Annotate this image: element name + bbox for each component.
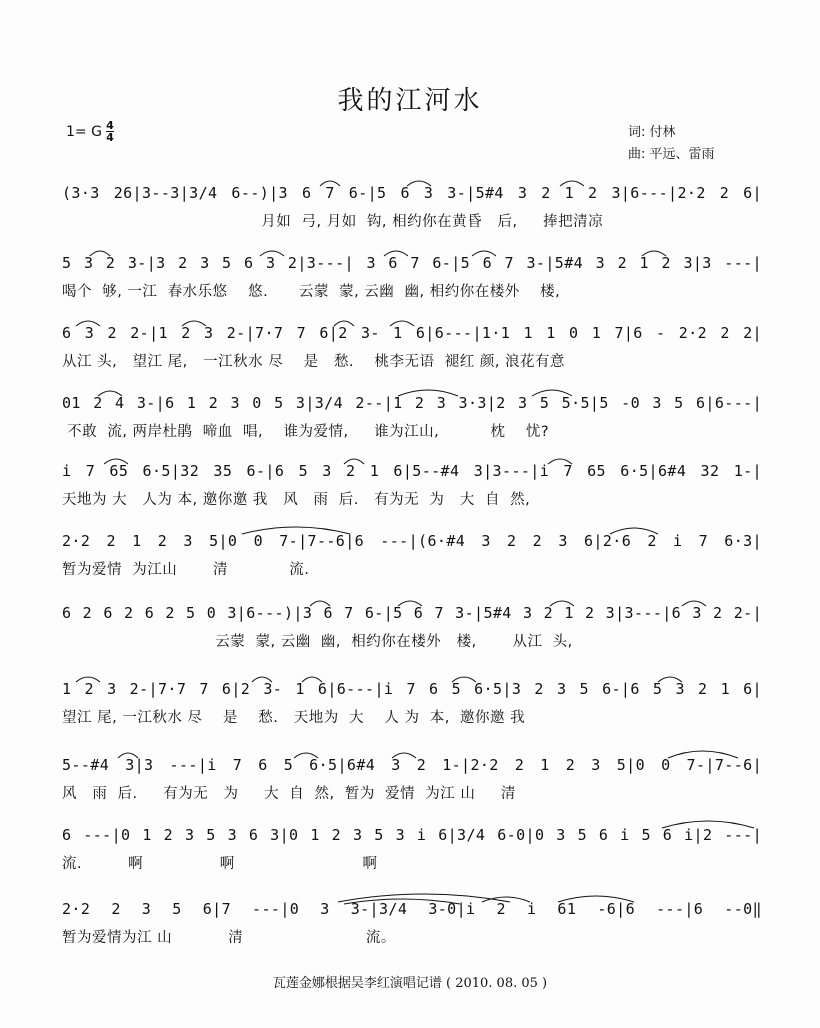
staff-row-8	[62, 680, 762, 728]
lyric-line: 望江 尾, 一江秋水 尽 是 愁. 天地为 大 人 为 本, 邀你邀 我	[62, 710, 526, 726]
notation-line: 6 ---|0 1 2 3 5 3 6 3|0 1 2 3 5 3 i 6|3/4 6-0|0 3 5 6 i 5 6 i|2 ---|	[62, 826, 762, 844]
key-signature	[66, 120, 114, 143]
time-signature	[106, 120, 114, 143]
notation-line: 5--#4 3|3 ---|i 7 6 5 6·5|6#4 3 2 1-|2·2 2 1 2 3 5|0 0 7-|7--6|	[62, 756, 762, 774]
notation-line: 2·2 2 3 5 6|7 ---|0 3 3-|3/4 3-0|i 2 i 61 -6|6 ---|6 --0‖	[62, 900, 762, 918]
lyric-line: 天地为 大 人为 本, 邀你邀 我 风 雨 后. 有为无 为 大 自 然,	[62, 492, 531, 508]
staff-row-11	[62, 900, 762, 948]
lyric-line: 风 雨 后. 有为无 为 大 自 然, 暂为 爱情 为江 山 清	[62, 786, 516, 802]
staff-row-4	[62, 394, 762, 442]
key-label: 1= G	[66, 123, 102, 140]
lyric-line: 月如 弓, 月如 钩, 相约你在黄昏 后, 捧把清凉	[62, 214, 604, 230]
staff-row-5	[62, 462, 762, 510]
lyric-line: 不敢 流, 两岸杜鹃 啼血 唱, 谁为爱情, 谁为江山, 枕 忧?	[62, 424, 550, 440]
notation-line: 1 2 3 2-|7·7 7 6|2 3- 1 6|6---|i 7 6 5 6·5|3 2 3 5 6-|6 5 3 2 1 6|	[62, 680, 762, 698]
staff-row-9	[62, 756, 762, 804]
staff-row-7	[62, 604, 762, 652]
notation-line: 5 3 2 3-|3 2 3 5 6 3 2|3---| 3 6 7 6-|5 6 7 3-|5#4 3 2 1 2 3|3 ---|	[62, 254, 762, 272]
staff-row-6	[62, 532, 762, 580]
notation-line: 6 3 2 2-|1 2 3 2-|7·7 7 6|2 3- 1 6|6---|1·1 1 1 0 1 7|6 - 2·2 2 2|	[62, 324, 762, 342]
notation-line: (3·3 26|3--3|3/4 6--)|3 6 7 6-|5 6 3 3-|5#4 3 2 1 2 3|6---|2·2 2 6|	[62, 184, 762, 202]
time-bottom: 4	[106, 131, 114, 144]
composer-credit: 曲: 平远、雷雨	[628, 147, 715, 162]
credits	[628, 122, 715, 166]
lyric-line: 云蒙 蒙, 云幽 幽, 相约你在楼外 楼, 从江 头,	[62, 634, 573, 650]
notation-line: 2·2 2 1 2 3 5|0 0 7-|7--6|6 ---|(6·#4 3 2 2 3 6|2·6 2 i 7 6·3|	[62, 532, 762, 550]
lyric-line: 流. 啊 啊 啊	[62, 856, 378, 872]
transcription-credit: 瓦莲金娜根据吴李红演唱记谱 ( 2010. 08. 05 )	[272, 976, 548, 991]
notation-line: 01 2 4 3-|6 1 2 3 0 5 3|3/4 2--|1 2 3 3·3|2 3 5 5·5|5 -0 3 5 6|6---|	[62, 394, 762, 412]
lyric-line: 暂为爱情 为江山 清 流.	[62, 562, 310, 578]
notation-line: 6 2 6 2 6 2 5 0 3|6---)|3 6 7 6-|5 6 7 3-|5#4 3 2 1 2 3|3---|6 3 2 2-|	[62, 604, 762, 622]
lyric-line: 暂为爱情为江 山 清 流。	[62, 930, 396, 946]
time-top: 4	[106, 119, 114, 132]
lyricist-credit: 词: 付林	[628, 125, 676, 140]
staff-row-2	[62, 254, 762, 302]
staff-row-10	[62, 826, 762, 874]
lyric-line: 从江 头, 望江 尾, 一江秋水 尽 是 愁. 桃李无语 褪红 颜, 浪花有意	[62, 354, 566, 370]
notation-line: i 7 65 6·5|32 35 6-|6 5 3 2 1 6|5--#4 3|3---|i 7 65 6·5|6#4 32 1-|	[62, 462, 762, 480]
song-title: 我的江河水	[337, 86, 483, 116]
staff-row-3	[62, 324, 762, 372]
staff-row-1	[62, 184, 762, 232]
lyric-line: 喝个 够, 一江 春水乐悠 悠. 云蒙 蒙, 云幽 幽, 相约你在楼外 楼,	[62, 284, 561, 300]
